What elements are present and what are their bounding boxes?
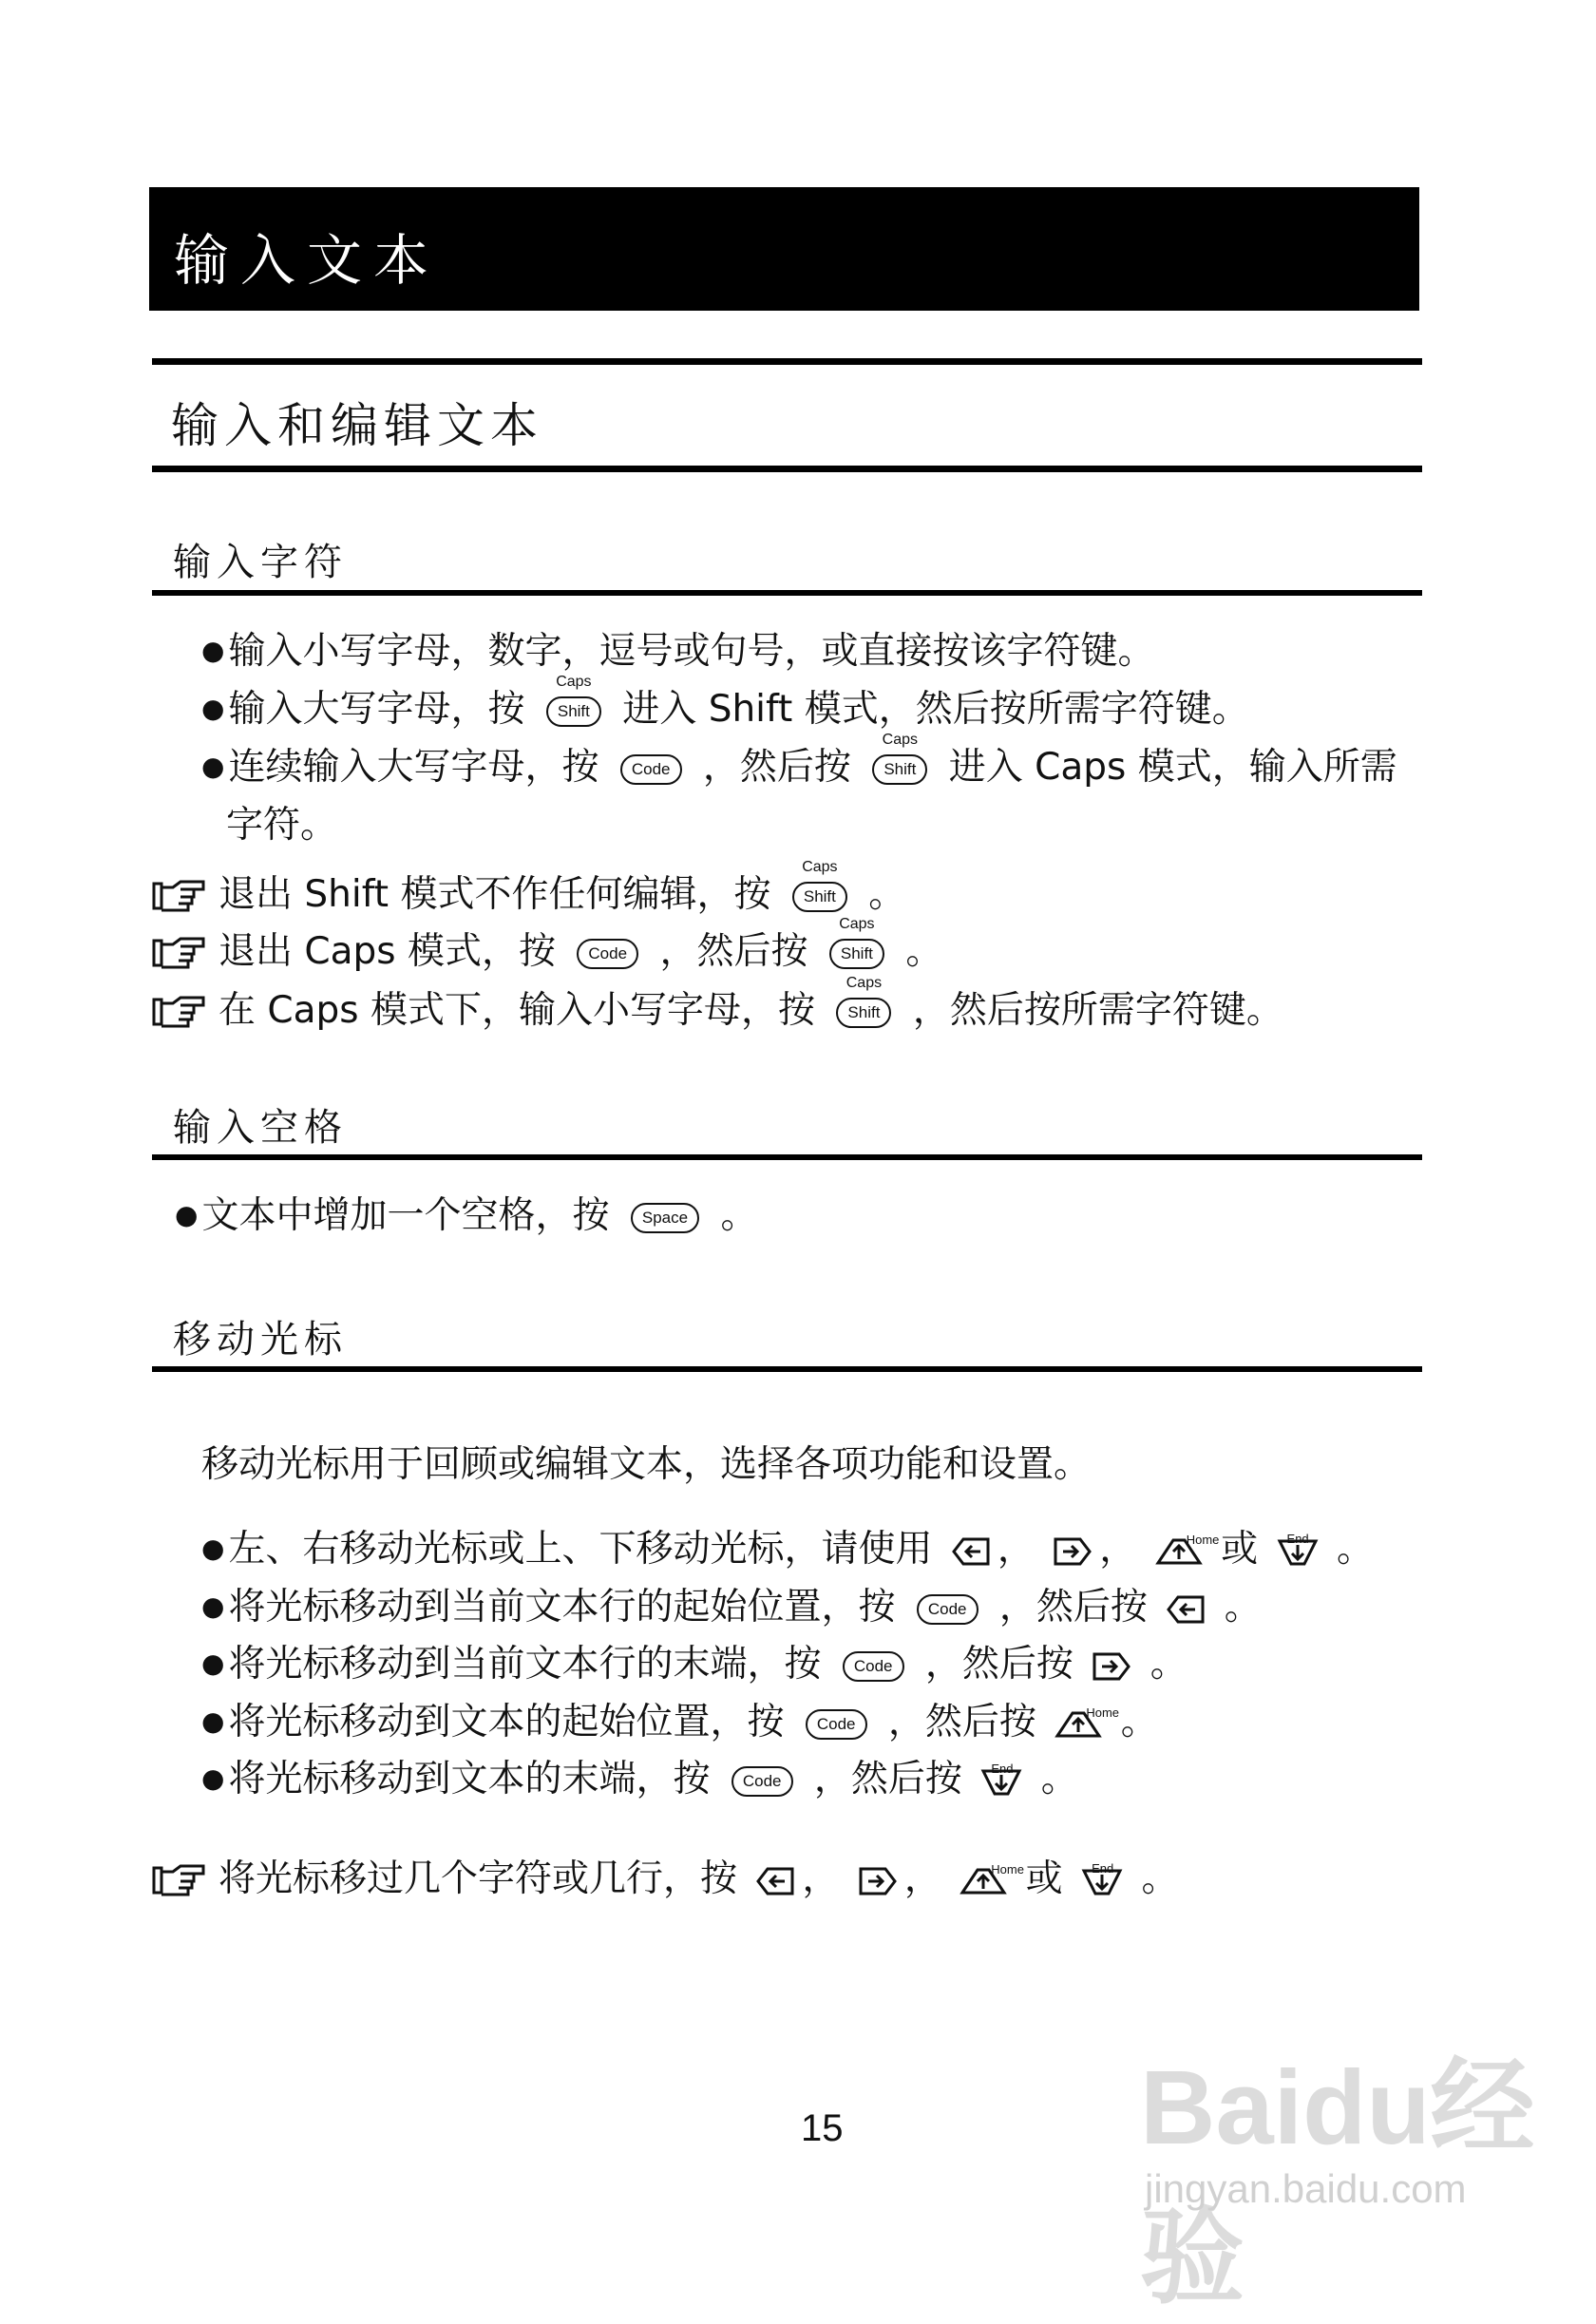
code-key-icon: Code — [917, 1594, 978, 1625]
list-item: ● 左、右移动光标或上、下移动光标，请使用 ， ， Home 或 End 。 — [201, 1528, 1374, 1571]
pointing-hand-icon — [152, 1862, 207, 1900]
intro-text: 移动光标用于回顾或编辑文本，选择各项功能和设置。 — [201, 1443, 1092, 1486]
shift-key-icon: Caps Shift — [829, 939, 884, 969]
list-item: ● 将光标移动到当前文本行的起始位置，按 Code ，然后按 。 — [201, 1586, 1262, 1629]
cursor-right-key-icon — [1091, 1650, 1132, 1683]
space-key-icon: Space — [631, 1203, 699, 1233]
note-item: 将光标移过几个字符或几行，按 ， ， Home 或 End 。 — [152, 1857, 1179, 1902]
list-item: ● 输入小写字母，数字，逗号或句号，或直接按该字符键。 — [201, 630, 1155, 673]
watermark-logo: Baidu经验 — [1140, 2049, 1535, 2316]
cursor-right-key-icon — [1052, 1535, 1093, 1568]
page-title: 输入文本 — [174, 228, 441, 293]
shift-key-icon: Caps Shift — [792, 882, 847, 912]
cursor-up-key-icon: Home — [959, 1866, 1008, 1896]
list-item-continuation: 字符。 — [226, 804, 338, 847]
shift-key-icon: Caps Shift — [872, 754, 927, 785]
list-item: ● 将光标移动到文本的起始位置，按 Code ，然后按 Home 。 — [201, 1701, 1158, 1743]
code-key-icon: Code — [620, 754, 682, 785]
title-bar — [149, 187, 1419, 311]
pointing-hand-icon — [152, 878, 207, 916]
subsection-rule — [152, 590, 1422, 596]
subsection-rule — [152, 1154, 1422, 1160]
watermark-url: jingyan.baidu.com — [1145, 2166, 1467, 2211]
pointing-hand-icon — [152, 935, 207, 973]
cursor-up-key-icon: Home — [1154, 1536, 1204, 1567]
section-rule-bottom — [152, 466, 1422, 472]
list-item: ● 文本中增加一个空格，按 Space 。 — [175, 1194, 758, 1237]
cursor-left-key-icon — [1165, 1593, 1206, 1626]
section-title: 输入和编辑文本 — [171, 398, 543, 453]
code-key-icon: Code — [843, 1651, 904, 1682]
note-item: 退出 Shift 模式不作任何编辑，按 Caps Shift 。 — [152, 872, 905, 918]
list-item: ● 连续输入大写字母，按 Code ，然后按 Caps Shift 进入 Caps 模式，输入所需 — [201, 731, 1397, 789]
code-key-icon: Code — [732, 1766, 793, 1797]
code-key-icon: Code — [577, 939, 638, 969]
page-number: 15 — [801, 2107, 844, 2149]
shift-key-icon: Caps Shift — [836, 998, 891, 1028]
cursor-left-key-icon — [950, 1535, 992, 1568]
cursor-down-key-icon: End — [1080, 1865, 1124, 1897]
cursor-down-key-icon: End — [979, 1765, 1023, 1798]
note-item: 在 Caps 模式下，输入小写字母，按 Caps Shift ，然后按所需字符键。 — [152, 988, 1283, 1034]
code-key-icon: Code — [806, 1709, 867, 1740]
section-rule-top — [152, 358, 1422, 365]
pointing-hand-icon — [152, 994, 207, 1032]
cursor-left-key-icon — [754, 1865, 796, 1897]
shift-key-icon: Caps Shift — [546, 696, 601, 727]
subsection-title-move-cursor: 移动光标 — [173, 1318, 348, 1362]
subsection-rule — [152, 1366, 1422, 1372]
cursor-up-key-icon: Home — [1054, 1709, 1103, 1740]
subsection-title-input-space: 输入空格 — [173, 1106, 348, 1150]
cursor-right-key-icon — [857, 1865, 899, 1897]
cursor-down-key-icon: End — [1276, 1535, 1320, 1568]
note-item: 退出 Caps 模式，按 Code ，然后按 Caps Shift 。 — [152, 929, 942, 975]
list-item: ● 将光标移动到当前文本行的末端，按 Code ，然后按 。 — [201, 1643, 1188, 1686]
subsection-title-input-chars: 输入字符 — [173, 541, 348, 584]
list-item: ● 输入大写字母，按 Caps Shift 进入 Shift 模式，然后按所需字符键。 — [201, 673, 1249, 731]
list-item: ● 将光标移动到文本的末端，按 Code ，然后按 End 。 — [201, 1758, 1078, 1800]
